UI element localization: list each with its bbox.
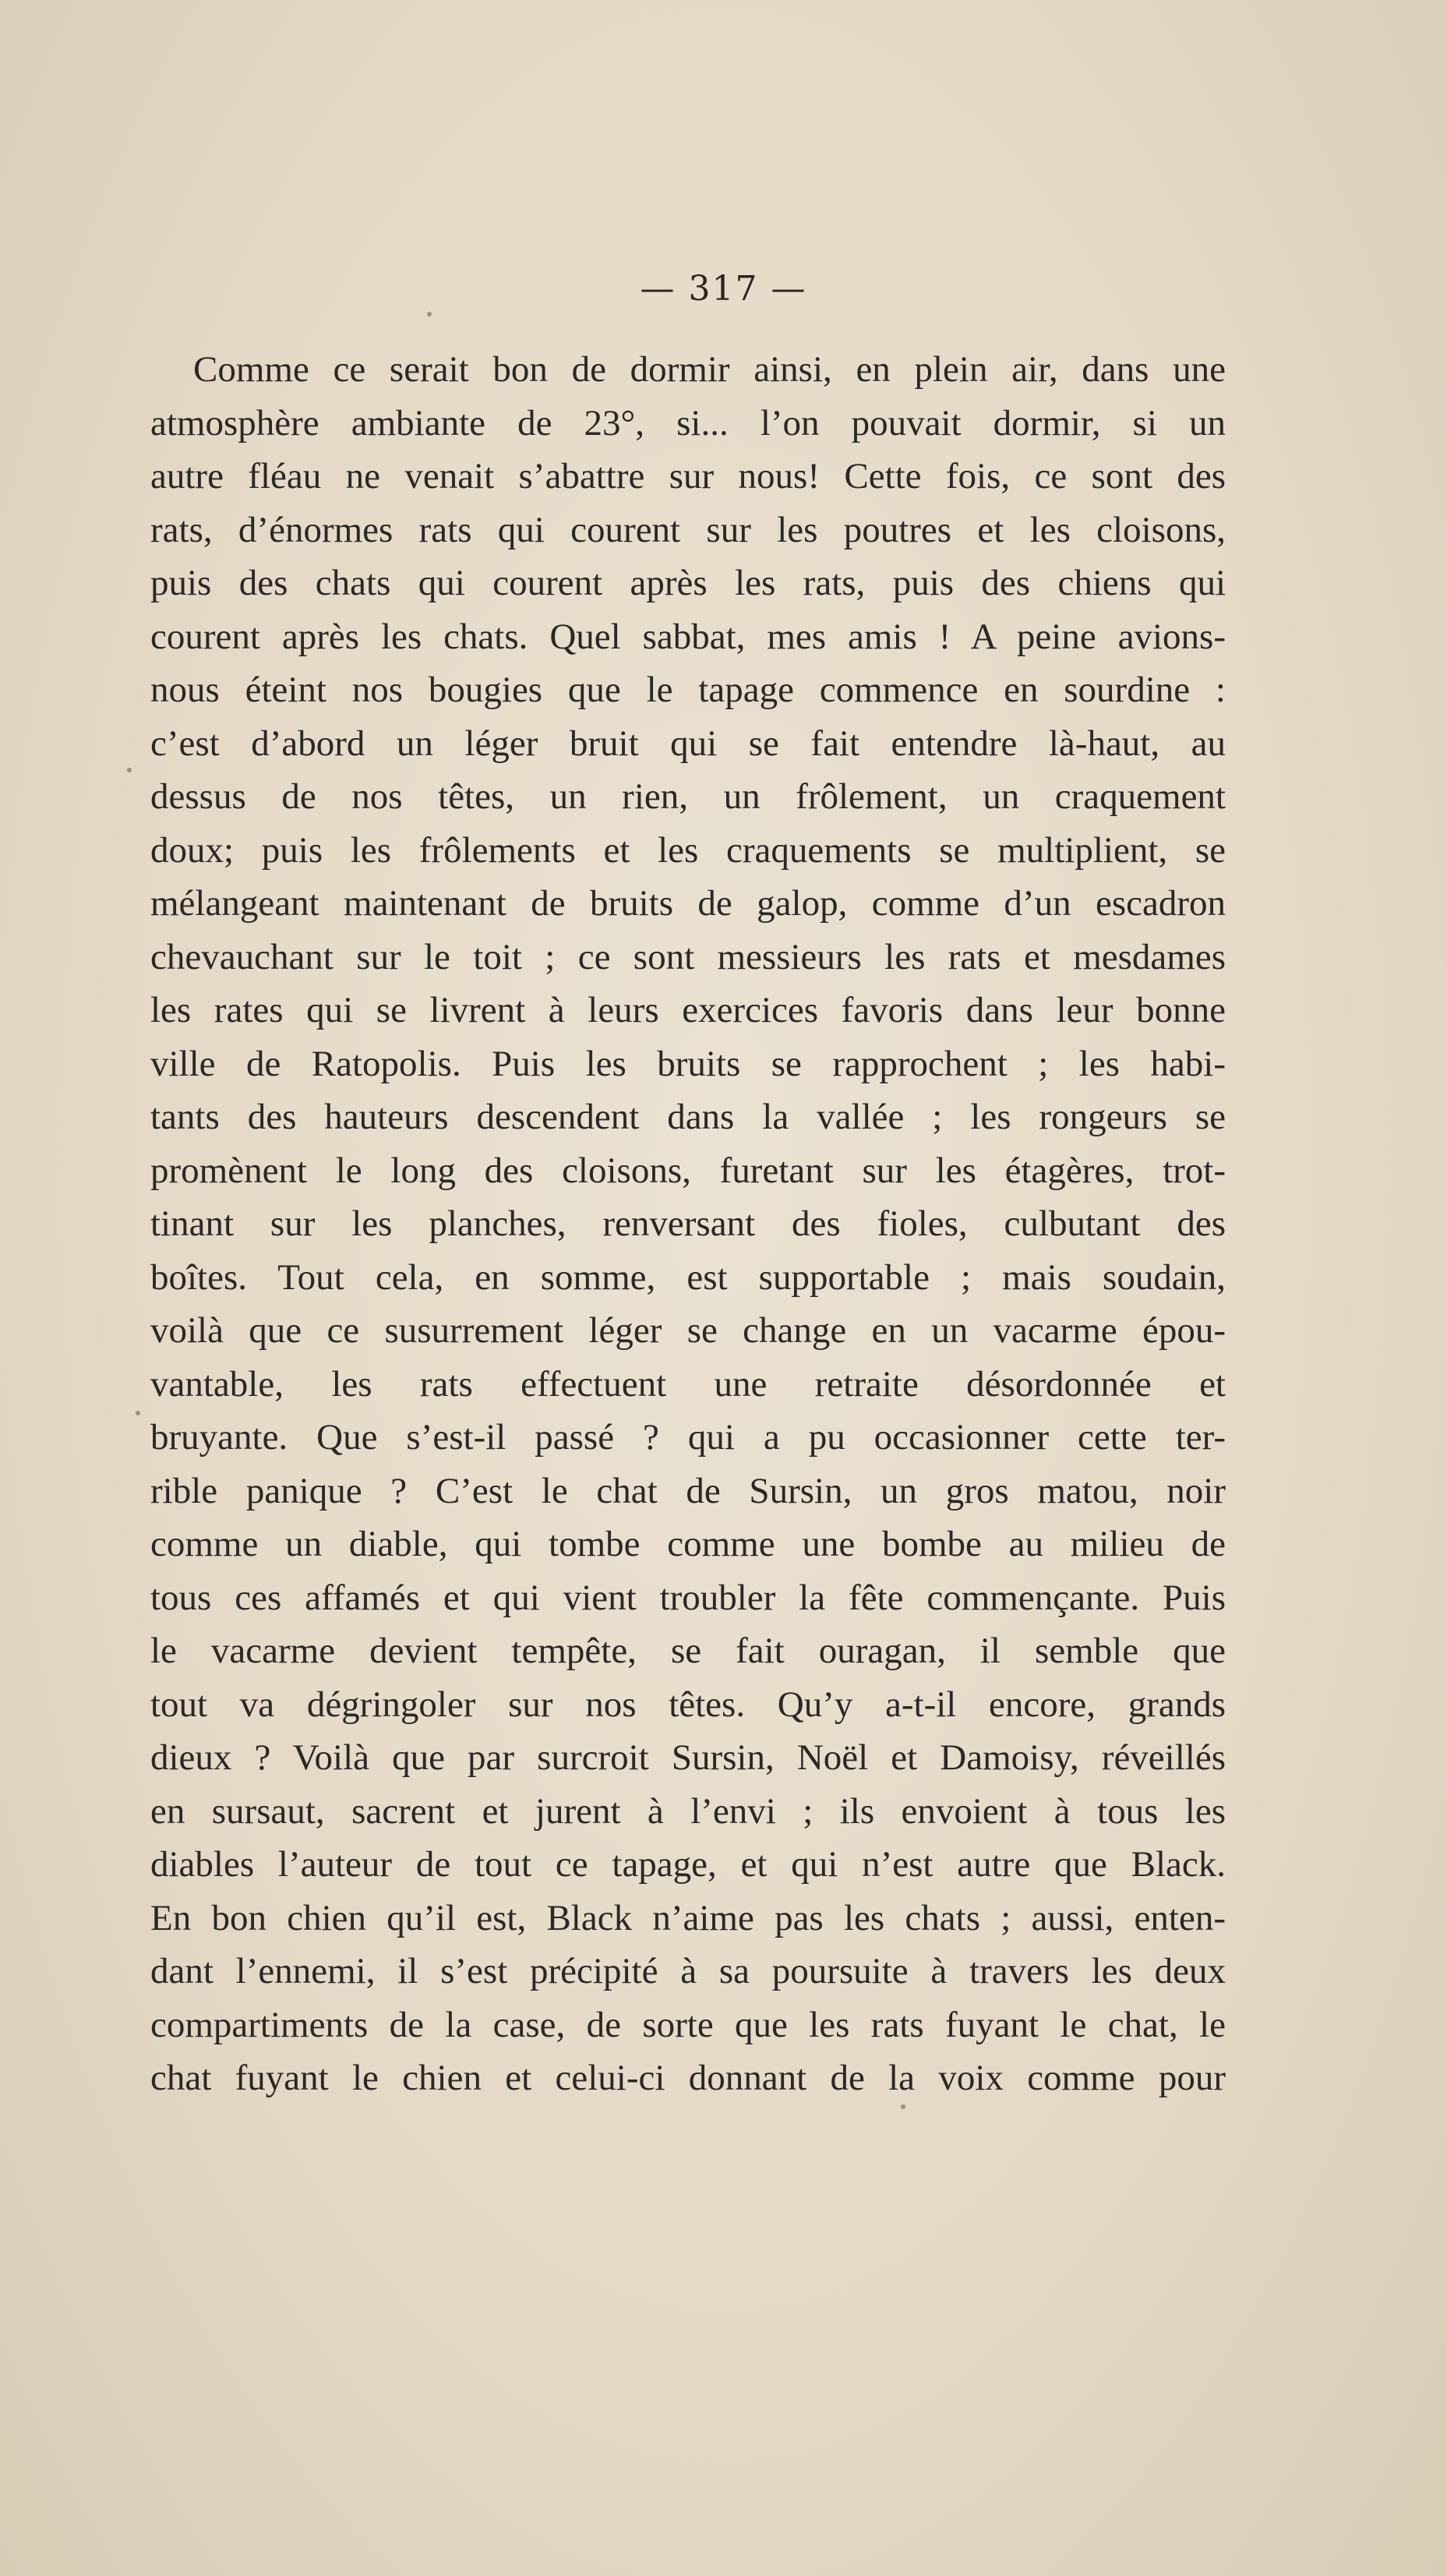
text-line: voilà que ce susurrement léger se change en un vacarme épou- <box>150 1310 1226 1351</box>
text-line: atmosphère ambiante de 23°, si... l’on pouvait dormir, si un <box>150 402 1226 443</box>
text-line: tants des hauteurs descendent dans la vallée ; les rongeurs se <box>150 1097 1226 1137</box>
text-line: tous ces affamés et qui vient troubler la fête commençante. Puis <box>150 1577 1226 1618</box>
text-line: rible panique ? C’est le chat de Sursin, un gros matou, noir <box>150 1470 1226 1511</box>
text-line: boîtes. Tout cela, en somme, est supportable ; mais soudain, <box>150 1256 1226 1298</box>
text-line: nous éteint nos bougies que le tapage commence en sourdine : <box>150 670 1226 710</box>
text-line: vantable, les rats effectuent une retraite désordonnée et <box>150 1363 1226 1405</box>
body-text <box>150 343 1226 2105</box>
text-line: chevauchant sur le toit ; ce sont messieurs les rats et mesdames <box>150 936 1226 977</box>
text-line: diables l’auteur de tout ce tapage, et qui n’est autre que Black. <box>150 1844 1226 1885</box>
text-line: puis des chats qui courent après les rats, puis des chiens qui <box>150 563 1226 603</box>
text-line: tout va dégringoler sur nos têtes. Qu’y a-t-il encore, grands <box>150 1684 1226 1725</box>
text-line: les rates qui se livrent à leurs exercices favoris dans leur bonne <box>150 990 1226 1030</box>
text-line: courent après les chats. Quel sabbat, mes amis ! A peine avions- <box>150 616 1226 657</box>
text-line: Comme ce serait bon de dormir ainsi, en plein air, dans une <box>193 349 1226 390</box>
text-line: bruyante. Que s’est-il passé ? qui a pu occasionner cette ter- <box>150 1417 1226 1458</box>
text-line: doux; puis les frôlements et les craquements se multiplient, se <box>150 829 1226 871</box>
text-line: rats, d’énormes rats qui courent sur les poutres et les cloisons, <box>150 509 1226 550</box>
text-line: dant l’ennemi, il s’est précipité à sa poursuite à travers les deux <box>150 1951 1226 1991</box>
paper-speck <box>136 1411 140 1415</box>
page-number: — 317 — <box>640 269 807 309</box>
paper-speck <box>427 312 432 316</box>
text-line: tinant sur les planches, renversant des fioles, culbutant des <box>150 1203 1226 1244</box>
text-line: dieux ? Voilà que par surcroit Sursin, Noël et Damoisy, réveillés <box>150 1737 1226 1778</box>
text-line: En bon chien qu’il est, Black n’aime pas les chats ; aussi, enten- <box>150 1897 1226 1938</box>
text-line: dessus de nos têtes, un rien, un frôlement, un craquement <box>150 776 1226 817</box>
text-line: c’est d’abord un léger bruit qui se fait entendre là-haut, au <box>150 723 1226 764</box>
text-line: comme un diable, qui tombe comme une bombe au milieu de <box>150 1524 1226 1564</box>
text-line: mélangeant maintenant de bruits de galop, comme d’un escadron <box>150 883 1226 924</box>
text-line: chat fuyant le chien et celui-ci donnant de la voix comme pour <box>150 2058 1226 2098</box>
text-line: le vacarme devient tempête, se fait ouragan, il semble que <box>150 1631 1226 1671</box>
text-line: autre fléau ne venait s’abattre sur nous! Cette fois, ce sont des <box>150 456 1226 496</box>
paper-speck <box>901 2104 905 2109</box>
text-line: en sursaut, sacrent et jurent à l’envi ; ils envoient à tous les <box>150 1790 1226 1832</box>
paper-speck <box>127 768 132 772</box>
text-line: promènent le long des cloisons, furetant sur les étagères, trot- <box>150 1150 1226 1191</box>
text-line: compartiments de la case, de sorte que les rats fuyant le chat, le <box>150 2004 1226 2045</box>
text-line: ville de Ratopolis. Puis les bruits se rapprochent ; les habi- <box>150 1043 1226 1084</box>
